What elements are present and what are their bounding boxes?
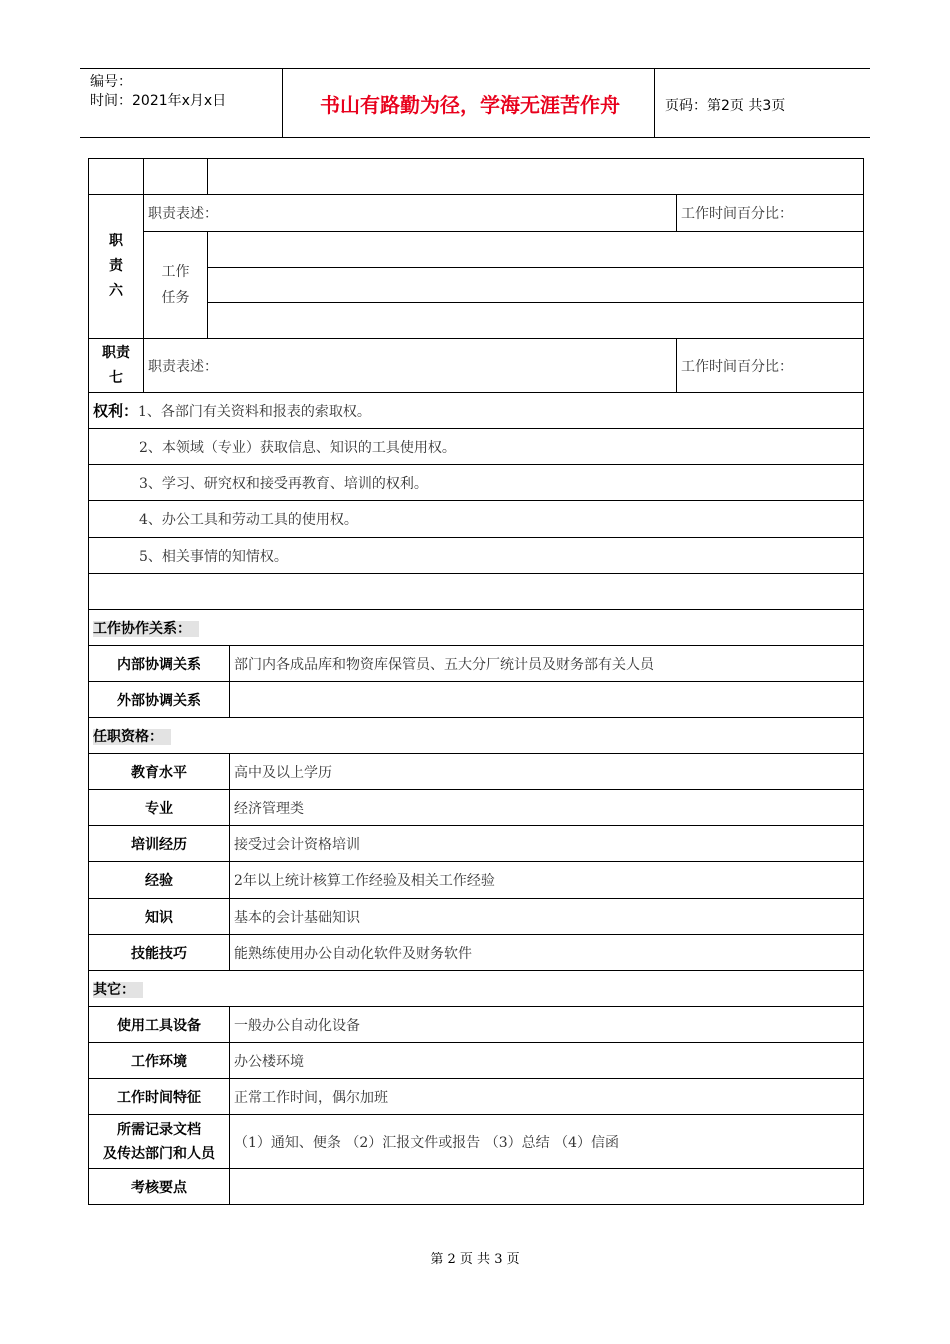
duty7-label bbox=[89, 339, 144, 393]
duty7-desc-label: 职责表述： bbox=[144, 339, 677, 393]
records-label-text: 所需记录文档 及传达部门和人员 bbox=[103, 1121, 215, 1162]
external-coord-label: 外部协调关系 bbox=[89, 682, 230, 718]
environment-value: 办公楼环境 bbox=[230, 1043, 864, 1079]
other-title bbox=[89, 971, 864, 1007]
qualification-row bbox=[89, 790, 864, 826]
other-row bbox=[89, 1007, 864, 1043]
duty6-desc-row bbox=[89, 195, 864, 232]
cooperation-title-row bbox=[89, 610, 864, 646]
rights-row-empty bbox=[89, 574, 864, 610]
other-title-text: 其它： bbox=[93, 982, 143, 998]
equipment-label: 使用工具设备 bbox=[89, 1007, 230, 1043]
skills-value: 能熟练使用办公自动化软件及财务软件 bbox=[230, 935, 864, 971]
knowledge-label: 知识 bbox=[89, 899, 230, 935]
other-row bbox=[89, 1169, 864, 1205]
qualification-row bbox=[89, 754, 864, 790]
qualifications-title-text: 任职资格： bbox=[93, 729, 171, 745]
education-label: 教育水平 bbox=[89, 754, 230, 790]
education-value: 高中及以上学历 bbox=[230, 754, 864, 790]
assessment-label: 考核要点 bbox=[89, 1169, 230, 1205]
job-description-table bbox=[88, 158, 864, 1205]
duty6-task-3 bbox=[208, 303, 864, 339]
rights-item-5: 5、相关事情的知情权。 bbox=[89, 538, 864, 574]
major-value: 经济管理类 bbox=[230, 790, 864, 826]
duty6-task-label bbox=[144, 232, 208, 339]
duty6-desc-label: 职责表述： bbox=[144, 195, 677, 232]
header-divider bbox=[282, 69, 283, 137]
header-meta bbox=[90, 73, 226, 111]
cooperation-title bbox=[89, 610, 864, 646]
equipment-value: 一般办公自动化设备 bbox=[230, 1007, 864, 1043]
knowledge-value: 基本的会计基础知识 bbox=[230, 899, 864, 935]
rights-row bbox=[89, 538, 864, 574]
duty7-label-text: 职责 七 bbox=[102, 344, 130, 386]
environment-label: 工作环境 bbox=[89, 1043, 230, 1079]
duty6-task-2 bbox=[208, 268, 864, 303]
external-coord-value bbox=[230, 682, 864, 718]
internal-coord-value: 部门内各成品库和物资库保管员、五大分厂统计员及财务部有关人员 bbox=[230, 646, 864, 682]
rights-row bbox=[89, 465, 864, 501]
duty6-label-text: 职 责 六 bbox=[109, 233, 123, 299]
qualification-row bbox=[89, 935, 864, 971]
time-label: 时间：2021年x月x日 bbox=[90, 93, 227, 109]
training-value: 接受过会计资格培训 bbox=[230, 826, 864, 862]
duty6-task-label-text: 工作 任务 bbox=[161, 264, 190, 306]
major-label: 专业 bbox=[89, 790, 230, 826]
rights-item-4: 4、办公工具和劳动工具的使用权。 bbox=[89, 501, 864, 538]
cooperation-row bbox=[89, 646, 864, 682]
duty7-time-pct: 工作时间百分比： bbox=[677, 339, 864, 393]
skills-label: 技能技巧 bbox=[89, 935, 230, 971]
experience-value: 2年以上统计核算工作经验及相关工作经验 bbox=[230, 862, 864, 899]
assessment-value bbox=[230, 1169, 864, 1205]
rights-row bbox=[89, 501, 864, 538]
qualification-row bbox=[89, 899, 864, 935]
rights-row bbox=[89, 429, 864, 465]
duty6-task-1 bbox=[208, 232, 864, 268]
records-value: （1）通知、便条 （2）汇报文件或报告 （3）总结 （4）信函 bbox=[230, 1115, 864, 1169]
other-row bbox=[89, 1115, 864, 1169]
cooperation-row bbox=[89, 682, 864, 718]
other-row bbox=[89, 1043, 864, 1079]
header-motto: 书山有路勤为径，学海无涯苦作舟 bbox=[320, 92, 620, 117]
number-label: 编号： bbox=[90, 74, 132, 90]
qualification-row bbox=[89, 862, 864, 899]
page-header bbox=[80, 68, 870, 138]
work-time-value: 正常工作时间，偶尔加班 bbox=[230, 1079, 864, 1115]
page-footer: 第 2 页 共 3 页 bbox=[430, 1252, 520, 1267]
rights-item-1: 1、各部门有关资料和报表的索取权。 bbox=[138, 404, 371, 420]
other-title-row bbox=[89, 971, 864, 1007]
training-label: 培训经历 bbox=[89, 826, 230, 862]
rights-row bbox=[89, 393, 864, 429]
internal-coord-label: 内部协调关系 bbox=[89, 646, 230, 682]
experience-label: 经验 bbox=[89, 862, 230, 899]
duty6-label bbox=[89, 195, 144, 339]
duty6-task-row bbox=[89, 232, 864, 268]
rights-item-3: 3、学习、研究权和接受再教育、培训的权利。 bbox=[89, 465, 864, 501]
qualifications-title bbox=[89, 718, 864, 754]
qualification-row bbox=[89, 826, 864, 862]
qualifications-title-row bbox=[89, 718, 864, 754]
work-time-label: 工作时间特征 bbox=[89, 1079, 230, 1115]
rights-item-2: 2、本领域（专业）获取信息、知识的工具使用权。 bbox=[89, 429, 864, 465]
cooperation-title-text: 工作协作关系： bbox=[93, 621, 199, 637]
rights-item bbox=[89, 393, 864, 429]
records-label bbox=[89, 1115, 230, 1169]
rights-title: 权利： bbox=[93, 402, 139, 420]
page-indicator: 页码：第2页 共3页 bbox=[665, 98, 786, 114]
other-row bbox=[89, 1079, 864, 1115]
prev-duty-row bbox=[89, 159, 864, 195]
duty7-row bbox=[89, 339, 864, 393]
duty6-time-pct: 工作时间百分比： bbox=[677, 195, 864, 232]
